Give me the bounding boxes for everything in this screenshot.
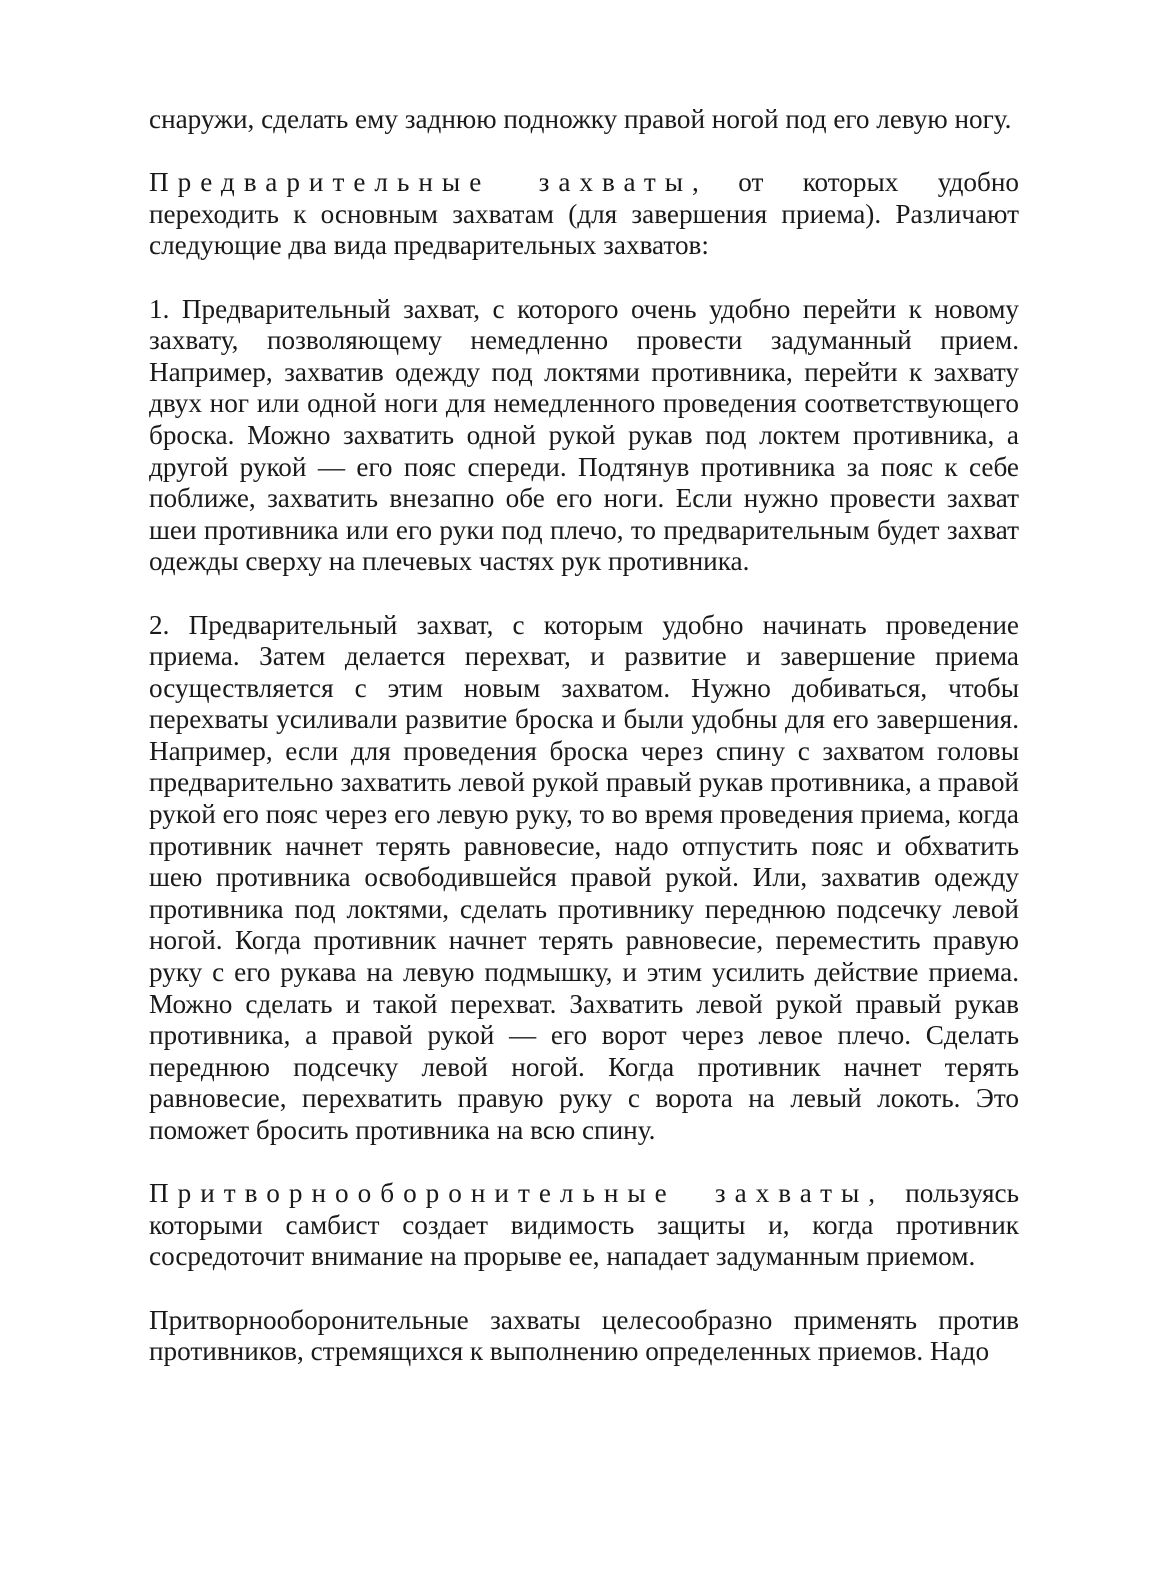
paragraph-continuation — [149, 104, 1019, 136]
document-page — [149, 104, 1019, 1368]
term-preliminary-grips: Предварительные захваты — [149, 167, 693, 198]
paragraph-text: 2. Предварительный захват, с которым удобно начинать проведение приема. Затем делается перехват, и развитие и завершение приема осуществляется с этим новым захватом. Нужно добиваться, чтобы перехваты усиливали развитие броска и были удобны для его завершения. Например, если для проведения броска через спину с захватом головы предварительно захватить левой рукой правый рукав противника, а правой рукой его пояс через его левую руку, то во время проведения приема, когда противник начнет терять равновесие, надо отпустить пояс и обхватить шею противника освободившейся правой рукой. Или, захватив одежду противника под локтями, сделать противнику переднюю подсечку левой ногой. Когда противник начнет терять равновесие, переместить правую руку с его рукава на левую подмышку, и этим усилить действие приема. Можно сделать и такой перехват. Захватить левой рукой правый рукав противника, а правой рукой — его ворот через левое плечо. Сделать переднюю подсечку левой ногой. Когда противник начнет терять равновесие, перехватить правую руку с ворота на левый локоть. Это поможет бросить противника на всю спину. — [149, 609, 1019, 1145]
paragraph-text: Притворнооборонительные захваты целесообразно применять против противников, стремящихся к выполнению определенных приемов. Надо — [149, 1304, 1019, 1367]
term-feint-defensive-grips: Притворнооборонительные захваты — [149, 1178, 869, 1209]
paragraph-preliminary-grips — [149, 167, 1019, 262]
paragraph-text: , пользуясь которыми самбист создает видимость защиты и, когда противник сосредоточит внимание на прорыве ее, нападает задуманным приемом. — [149, 1178, 1019, 1272]
paragraph-text: 1. Предварительный захват, с которого очень удобно перейти к новому захвату, позволяющему немедленно провести задуманный прием. Например, захватив одежду под локтями противника, перейти к захвату двух ног или одной ноги для немедленного проведения соответствующего броска. Можно захватить одной рукой рукав под локтем противника, а другой рукой — его пояс спереди. Подтянув противника за пояс к себе поближе, захватить внезапно обе его ноги. Если нужно провести захват шеи противника или его руки под плечо, то предварительным будет захват одежды сверху на плечевых частях рук противника. — [149, 293, 1019, 577]
paragraph-feint-usage — [149, 1305, 1019, 1368]
paragraph-item-2 — [149, 610, 1019, 1147]
paragraph-text: , от которых удобно переходить к основным захватам (для завершения приема). Различают следующие два вида предварительных захватов: — [149, 167, 1019, 261]
paragraph-text: снаружи, сделать ему заднюю подножку правой ногой под его левую ногу. — [149, 104, 1012, 134]
paragraph-item-1 — [149, 294, 1019, 578]
paragraph-feint-defensive-grips — [149, 1178, 1019, 1273]
